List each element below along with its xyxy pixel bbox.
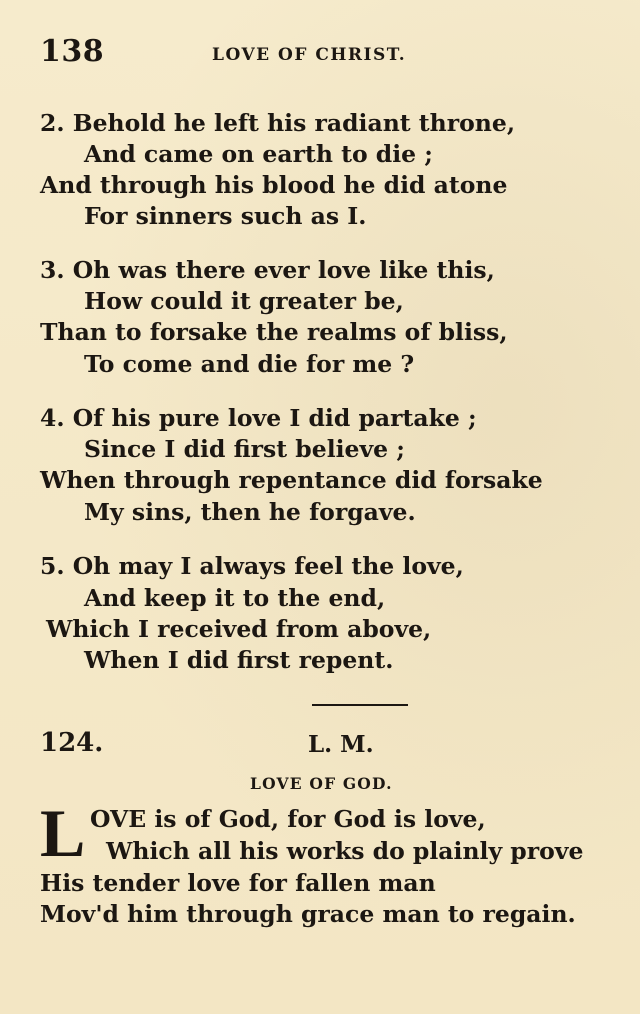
drop-cap: L — [40, 795, 86, 871]
hymn-meter: L. M. — [308, 731, 374, 758]
stanza-3-line-4: To come and die for me ? — [84, 350, 415, 378]
stanza-4-line-1: 4. Of his pure love I did partake ; — [40, 404, 477, 432]
stanza-3-line-1: 3. Oh was there ever love like this, — [40, 256, 495, 284]
stanza-3-line-3: Than to forsake the realms of bliss, — [40, 318, 508, 346]
hymn-line-2: Which all his works do plainly prove — [106, 837, 584, 865]
stanza-2-line-2: And came on earth to die ; — [84, 140, 433, 168]
hymn-title: LOVE OF GOD. — [250, 774, 393, 793]
page-number: 138 — [40, 34, 105, 69]
stanza-5-line-3: Which I received from above, — [46, 615, 432, 643]
stanza-3-line-2: How could it greater be, — [84, 287, 404, 315]
stanza-4-line-2: Since I did first believe ; — [84, 435, 405, 463]
hymn-number: 124. — [40, 728, 104, 758]
stanza-2-line-1: 2. Behold he left his radiant throne, — [40, 109, 516, 137]
stanza-2-line-3: And through his blood he did atone — [40, 171, 508, 199]
section-divider — [312, 704, 408, 706]
stanza-4-line-3: When through repentance did forsake — [40, 466, 543, 494]
stanza-4-line-4: My sins, then he forgave. — [84, 498, 416, 526]
stanza-5-line-1: 5. Oh may I always feel the love, — [40, 552, 464, 580]
hymn-line-4: Mov'd him through grace man to regain. — [40, 900, 576, 928]
stanza-2-line-4: For sinners such as I. — [84, 202, 367, 230]
hymn-line-1: OVE is of God, for God is love, — [90, 805, 486, 833]
stanza-5-line-2: And keep it to the end, — [84, 584, 386, 612]
hymn-line-3: His tender love for fallen man — [40, 869, 436, 897]
running-title: LOVE OF CHRIST. — [212, 45, 407, 65]
stanza-5-line-4: When I did first repent. — [84, 646, 394, 674]
